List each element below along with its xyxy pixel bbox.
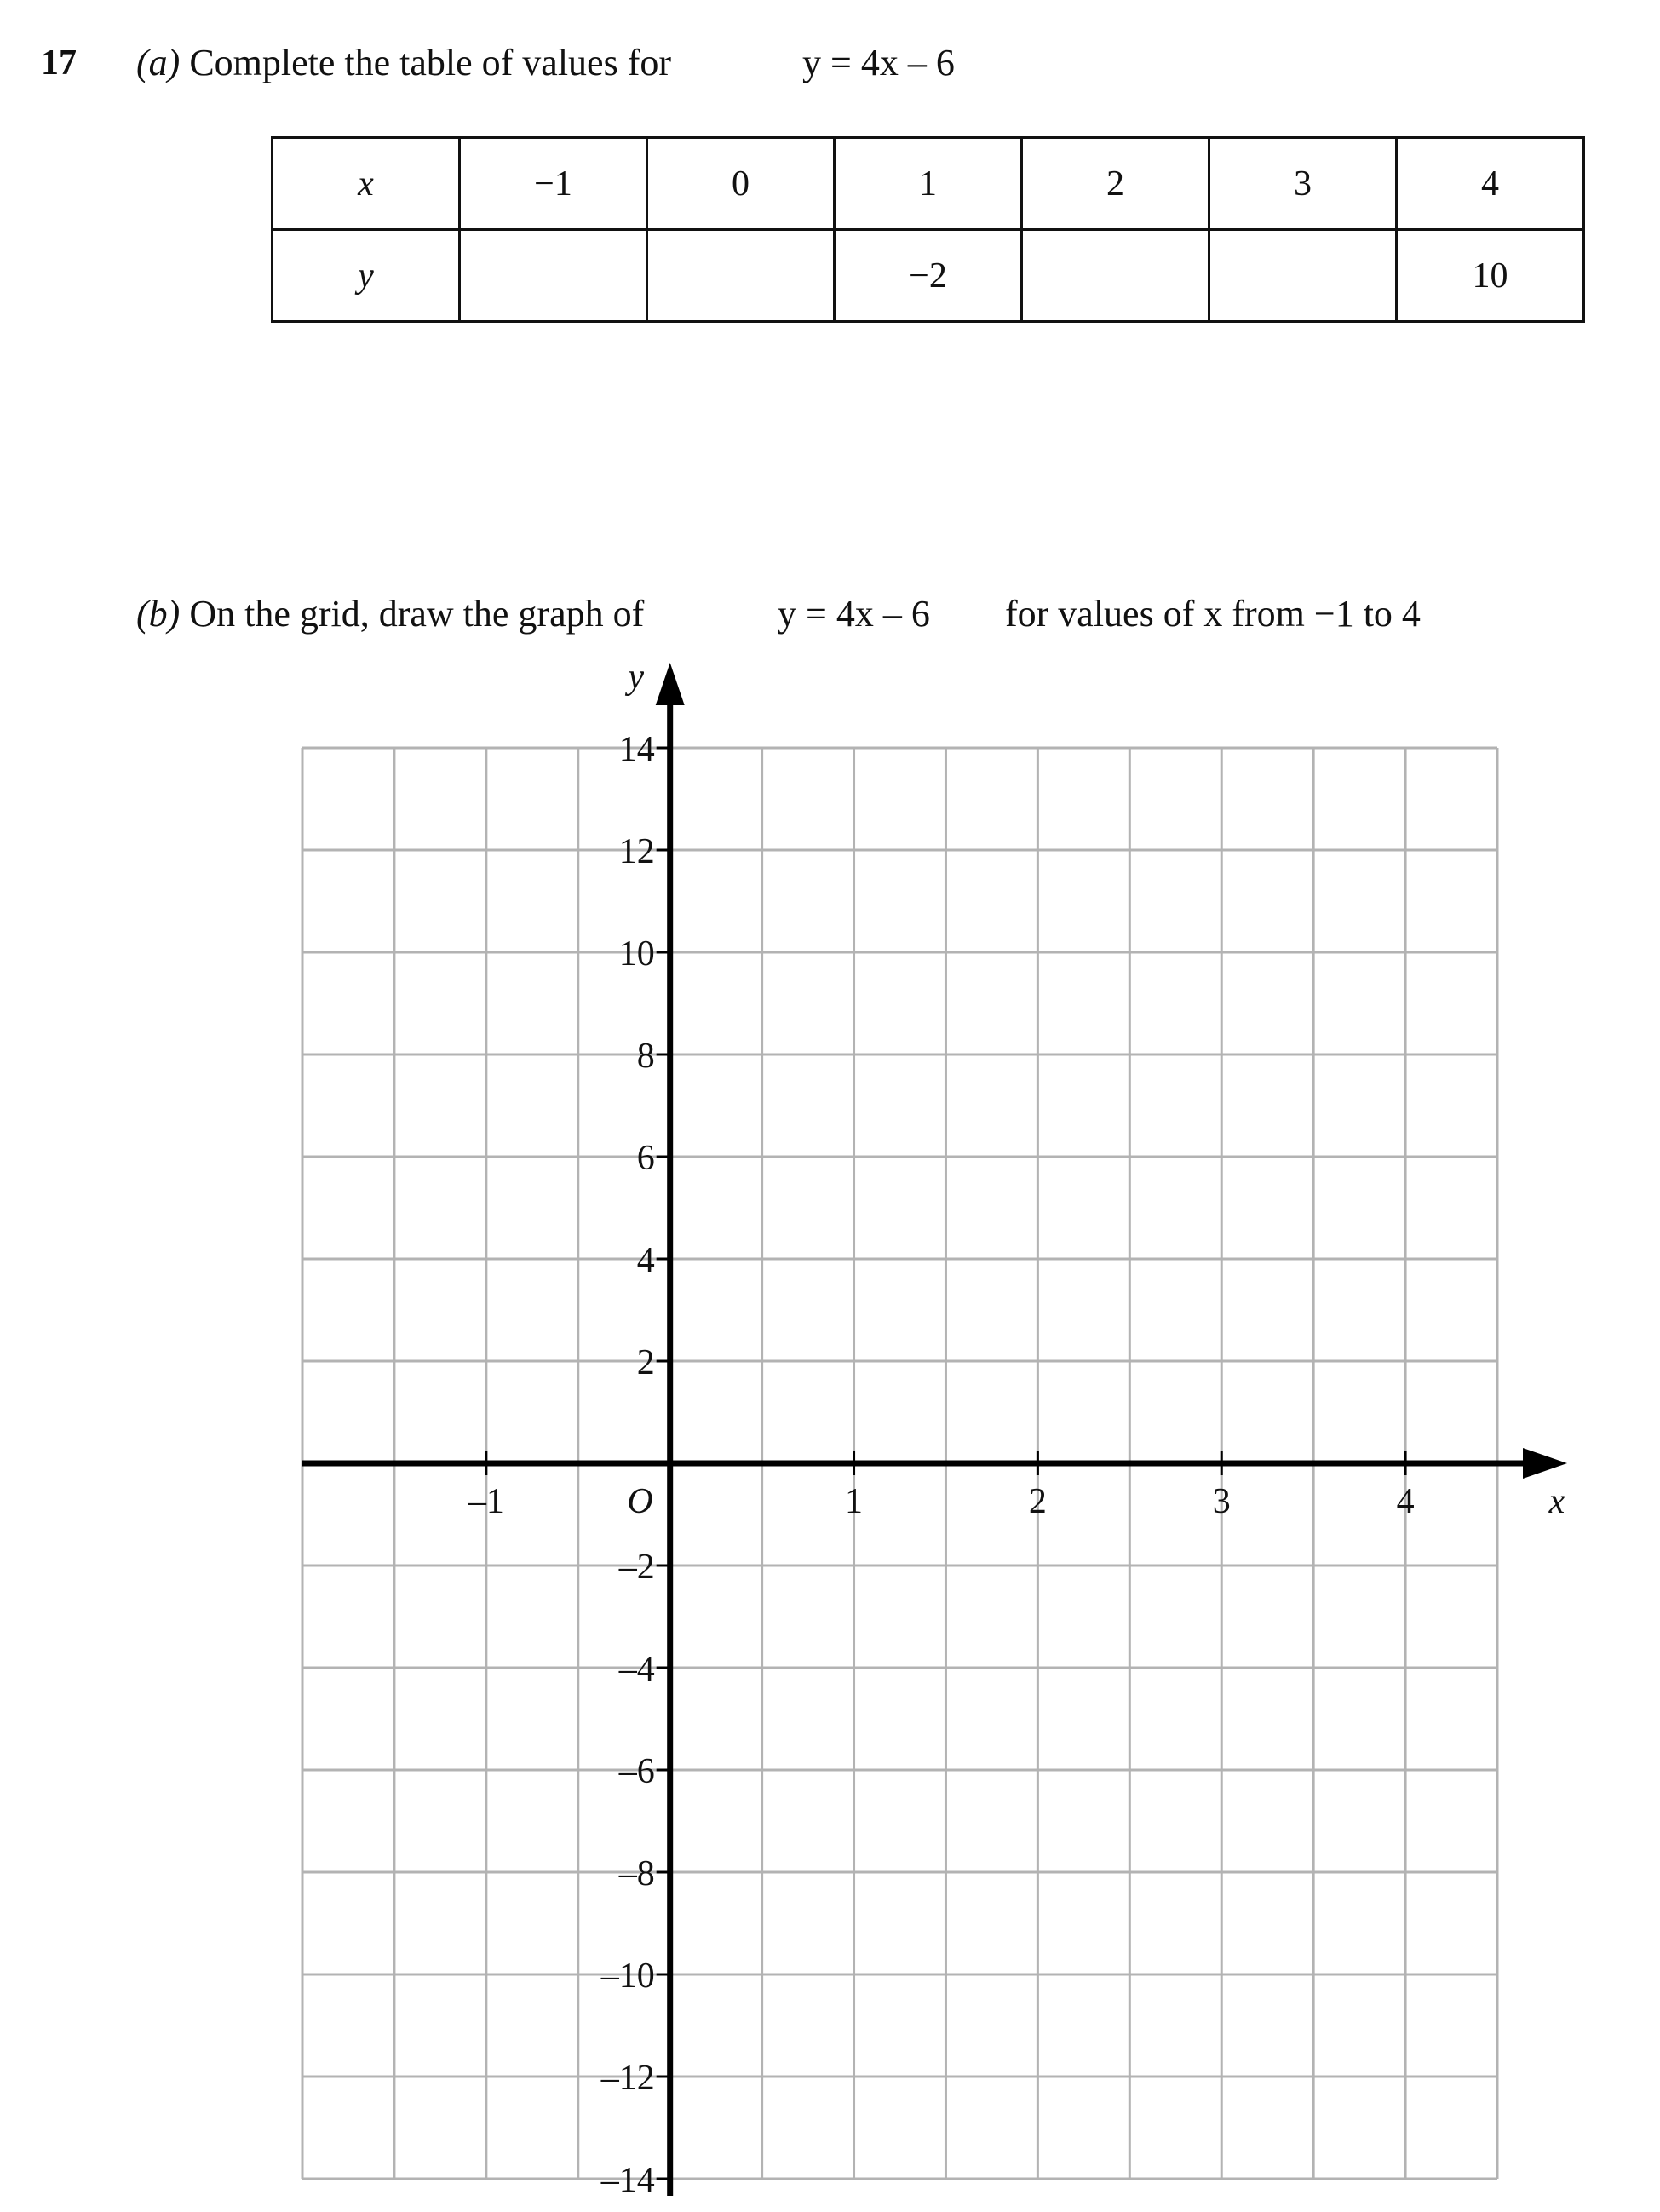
x-tick-label: 2 (1028, 1482, 1047, 1521)
tick-labels (468, 658, 1565, 2200)
part-b-equation: y = 4x – 6 (778, 593, 930, 635)
y-tick-label: 2 (636, 1343, 655, 1382)
part-b-instruction: On the grid, draw the graph of (189, 593, 645, 635)
y-value-cell: −2 (835, 230, 1022, 322)
x-header-cell: x (273, 138, 460, 230)
part-a-label: (a) (136, 42, 181, 83)
y-tick-label: 4 (636, 1241, 655, 1280)
x-value-cell: 3 (1209, 138, 1397, 230)
y-tick-label: 14 (618, 730, 655, 769)
x-value-cell: 2 (1022, 138, 1209, 230)
y-tick-label: –4 (618, 1650, 655, 1689)
x-tick-label: 1 (845, 1482, 864, 1521)
part-b-range-text: for values of x from −1 to 4 (1005, 593, 1421, 635)
part-b-label: (b) (136, 593, 181, 635)
y-tick-label: –2 (618, 1548, 655, 1587)
part-a-equation: y = 4x – 6 (802, 42, 955, 83)
part-a-instruction: Complete the table of values for (189, 42, 672, 83)
y-tick-label: –8 (618, 1854, 655, 1893)
x-axis-label: x (1548, 1482, 1565, 1521)
y-header-cell: y (273, 230, 460, 322)
x-value-cell: 1 (835, 138, 1022, 230)
x-value-cell: 0 (647, 138, 835, 230)
x-tick-label: 4 (1396, 1482, 1415, 1521)
y-tick-label: –14 (600, 2161, 655, 2200)
y-tick-label: 6 (636, 1139, 655, 1178)
y-value-cell: 10 (1397, 230, 1584, 322)
question-number: 17 (41, 43, 77, 83)
y-tick-label: –10 (600, 1956, 655, 1996)
y-tick-label: 12 (618, 832, 655, 871)
x-tick-label: 3 (1212, 1482, 1231, 1521)
y-tick-label: –6 (618, 1752, 655, 1791)
y-tick-label: –12 (600, 2059, 655, 2098)
origin-label: O (627, 1482, 653, 1521)
y-tick-label: 10 (618, 934, 655, 974)
axes (302, 663, 1567, 2196)
x-value-cell: −1 (460, 138, 647, 230)
y-axis-label: y (628, 658, 645, 697)
x-axis-arrow (1523, 1448, 1567, 1479)
y-axis-arrow (656, 663, 685, 705)
x-value-cell: 4 (1397, 138, 1584, 230)
x-tick-label: –1 (468, 1482, 504, 1521)
y-tick-label: 8 (636, 1037, 655, 1076)
